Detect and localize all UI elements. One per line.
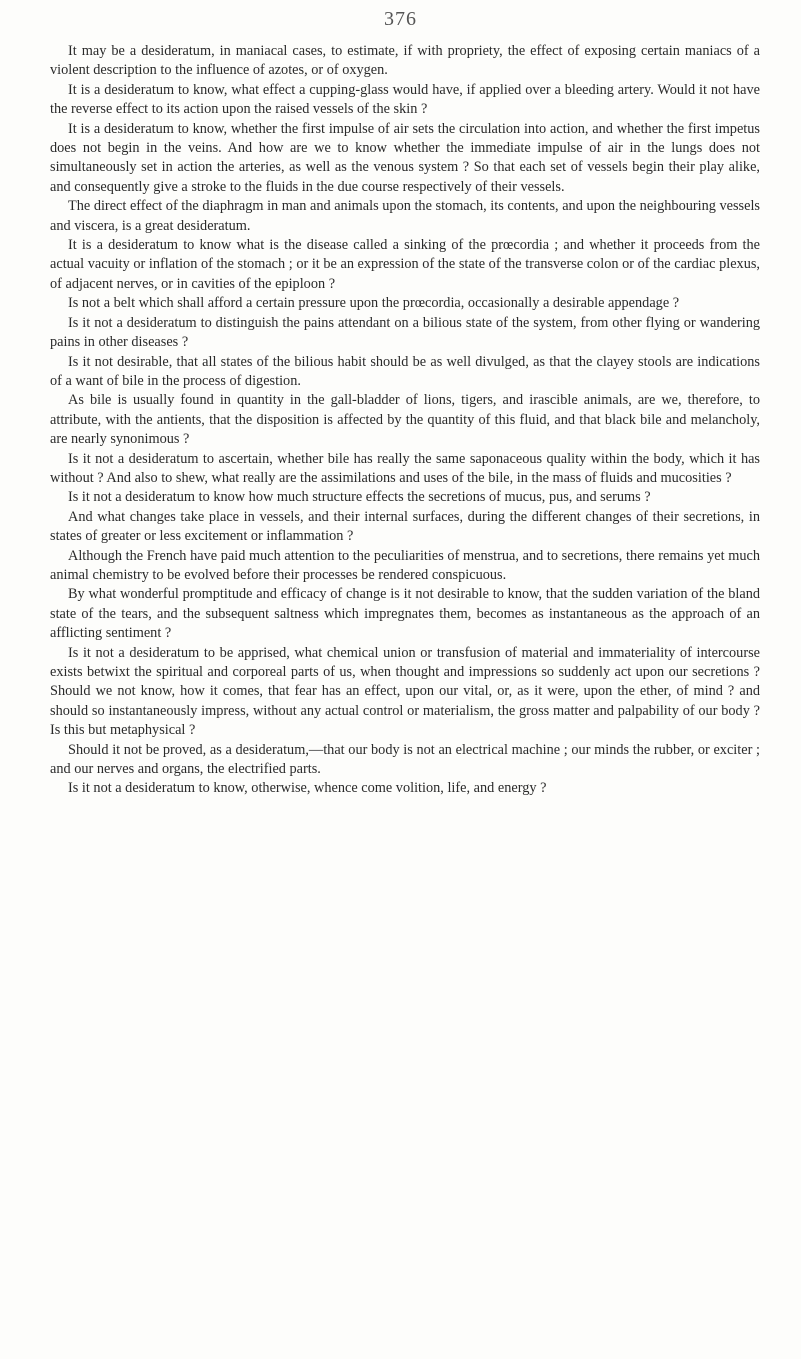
paragraph-9: As bile is usually found in quantity in the gall-bladder of lions, tigers, and irascible animals, are we, therefore, to attribute, with the antients, that the disposition is affected by the quantity of this fluid, and that black bile and melancholy, are nearly synonimous ?: [50, 392, 760, 448]
paragraph-6: Is not a belt which shall afford a certain pressure upon the prœcordia, occasionally a desirable appendage ?: [68, 295, 680, 312]
paragraph-10: Is it not a desideratum to ascertain, whether bile has really the same saponaceous quality within the body, which it has without ? And also to shew, what really are the assimilations and uses of the bile, in the mass of fluids and mucosities ?: [50, 450, 760, 486]
paragraph-16: Should it not be proved, as a desideratum,—that our body is not an electrical machine ; our minds the rubber, or exciter ; and our nerves and organs, the electrified parts.: [50, 741, 760, 778]
paragraph-14: By what wonderful promptitude and efficacy of change is it not desirable to know, that the sudden variation of the bland state of the tears, and the subsequent saltness which impregnates them, becomes as instantaneous as the approach of an afflicting sentiment ?: [50, 586, 760, 642]
paragraph-11: Is it not a desideratum to know how much structure effects the secretions of mucus, pus, and serums ?: [68, 489, 651, 506]
body-text: [50, 42, 760, 799]
paragraph-7: Is it not a desideratum to distinguish the pains attendant on a bilious state of the system, from other flying or wandering pains in other diseases ?: [50, 314, 760, 351]
paragraph-17: Is it not a desideratum to know, otherwise, whence come volition, life, and energy ?: [68, 780, 547, 797]
paragraph-1: It may be a desideratum, in maniacal cases, to estimate, if with propriety, the effect of exposing certain maniacs of a violent description to the influence of azotes, or of oxygen.: [50, 43, 760, 79]
paragraph-15: Is it not a desideratum to be apprised, what chemical union or transfusion of material and immateriality of intercourse exists betwixt the spiritual and corporeal parts of us, when thought and impressions so suddenly act upon our secretions ? Should we not know, how it comes, that fear has an effect, upon our vital, or, as it were, upon the ether, of mind ? and should so instantaneously impress, without any actual control or materialism, the gross matter and palpability of our body ? Is this but metaphysical ?: [50, 644, 760, 739]
paragraph-8: Is it not desirable, that all states of the bilious habit should be as well divulged, as that the clayey stools are indications of a want of bile in the process of digestion.: [50, 353, 760, 389]
paragraph-3: It is a desideratum to know, whether the first impulse of air sets the circulation into action, and whether the first impetus does not begin in the veins. And how are we to know whether the immediate impulse of air in the lungs does not simultaneously set in action the arteries, as well as the venous system ? So that each set of vessels begin their play alike, and consequently give a stroke to the fluids in the due course respectively of their vessels.: [50, 120, 760, 195]
paragraph-13: Although the French have paid much attention to the peculiarities of menstrua, and to secretions, there remains yet much animal chemistry to be evolved before their processes be rendered conspicuous.: [50, 547, 760, 583]
paragraph-5: It is a desideratum to know what is the disease called a sinking of the prœcordia ; and whether it proceeds from the actual vacuity or inflation of the stomach ; or it be an expression of the state of the transverse colon or of the cardiac plexus, of adjacent nerves, or in cavities of the epiploon ?: [50, 237, 760, 292]
paragraph-4: The direct effect of the diaphragm in man and animals upon the stomach, its contents, and upon the neighbouring vessels and viscera, is a great desideratum.: [50, 198, 760, 234]
page-number: 376: [384, 8, 417, 30]
paragraph-12: And what changes take place in vessels, and their internal surfaces, during the different changes of their secretions, in states of greater or less excitement or inflammation ?: [50, 508, 760, 545]
paragraph-2: It is a desideratum to know, what effect a cupping-glass would have, if applied over a bleeding artery. Would it not have the reverse effect to its action upon the raised vessels of the skin ?: [50, 81, 760, 118]
